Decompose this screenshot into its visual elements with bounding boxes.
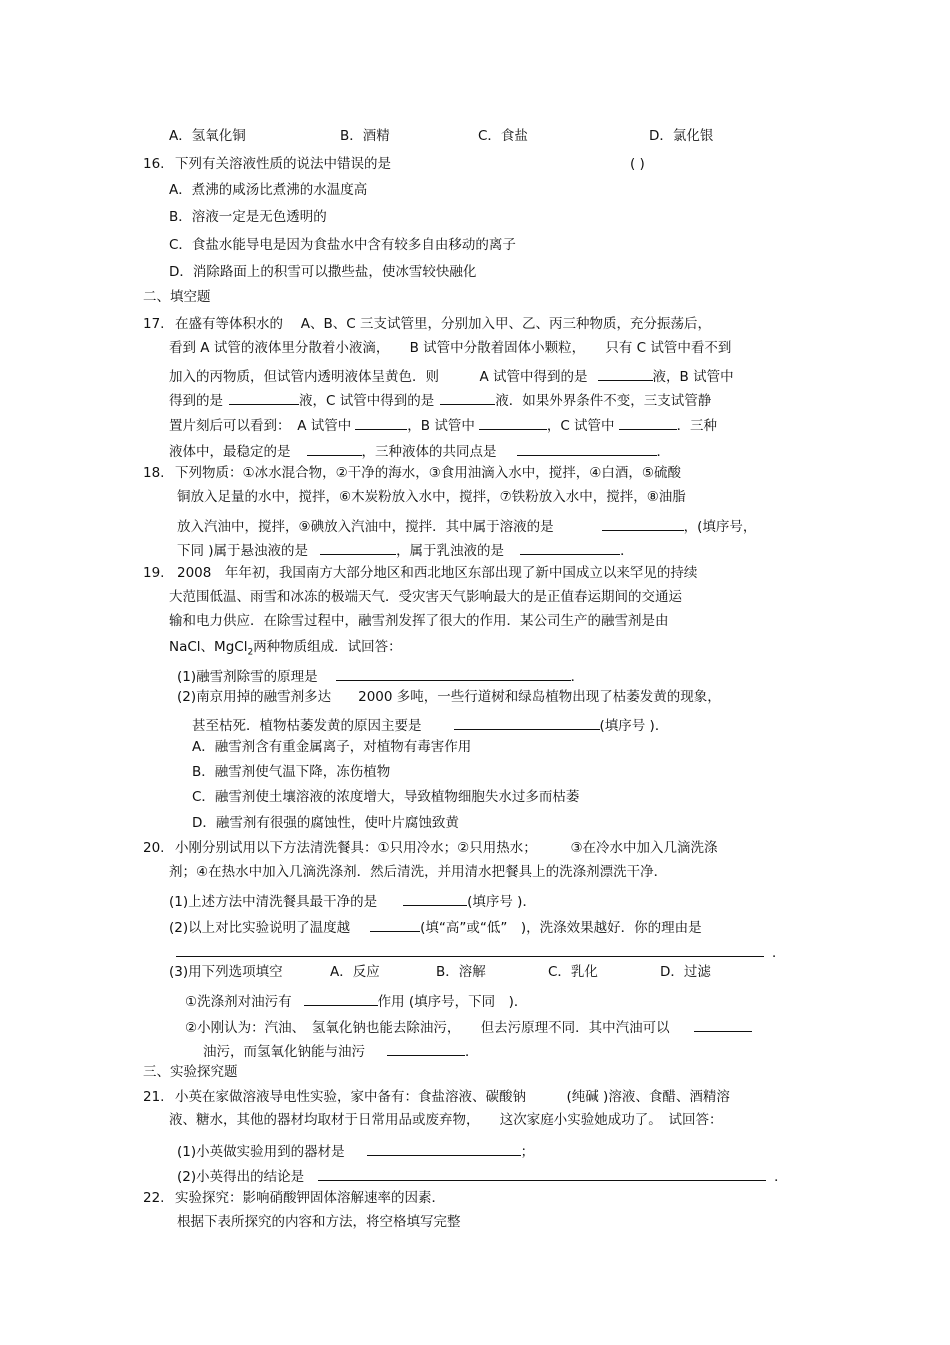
q21-line-2: 液、糖水，其他的器材均取材于日常用品或废弃物， 这次家庭小实验她成功了。 试回答： [169,1112,723,1128]
q19-blank-principle[interactable] [336,666,571,681]
q20-line-2: 剂；④在热水中加入几滴洗涤剂．然后清洗，并用清水把餐具上的洗涤剂漂洗干净． [169,864,668,880]
q19-option-a: A．融雪剂含有重金属离子，对植物有毒害作用 [192,739,472,755]
q19-option-c: C．融雪剂使土壤溶液的浓度增大，导致植物细胞失水过多而枯萎 [192,789,580,805]
q19-option-b: B．融雪剂使气温下降，冻伤植物 [192,764,391,780]
q20-part-3-option-a: A．反应 [330,964,380,980]
q21-number: 21. [143,1089,165,1105]
q19-line-1: 2008 年年初，我国南方大部分地区和西北地区东部出现了新中国成立以来罕见的持续 [177,565,698,581]
q22-line-2: 根据下表所探究的内容和方法，将空格填写完整 [177,1214,461,1230]
q15-option-a: A．氢氧化铜 [169,128,246,144]
q19-number: 19. [143,565,165,581]
q18-line-3: 放入汽油中，搅拌，⑨碘放入汽油中，搅拌．其中属于溶液的是 ，(填序号， [177,516,756,535]
q20-part-3: (3)用下列选项填空 [169,964,283,980]
q18-line-2: 铜放入足量的水中，搅拌，⑥木炭粉放入水中，搅拌，⑦铁粉放入水中，搅拌，⑧油脂 [177,489,686,505]
q20-blank-gasoline[interactable] [694,1017,752,1032]
q20-part-3-option-c: C．乳化 [548,964,598,980]
q20-sub-2-cont: 油污，而氢氧化钠能与油污 ． [203,1041,479,1060]
q19-part-2: (2)南京用掉的融雪剂多达 2000 多吨，一些行道树和绿岛植物出现了枯萎发黄的现象， [177,689,721,705]
q16-answer-paren: ( ) [630,156,645,172]
q20-number: 20. [143,840,165,856]
q15-option-c: C．食盐 [478,128,528,144]
q17-blank-b-tube[interactable] [229,390,299,405]
q21-blank-equipment[interactable] [367,1141,521,1156]
q17-line-3: 加入的丙物质，但试管内透明液体呈黄色．则 A 试管中得到的是 液，B 试管中 [169,366,734,385]
section-fill-in-title: 二、填空题 [143,289,211,305]
q18-blank-emulsions[interactable] [520,540,620,555]
q18-blank-solutions[interactable] [602,516,684,531]
q17-line-6: 液体中，最稳定的是 ，三种液体的共同点是 ． [169,441,670,460]
q16-option-d: D．消除路面上的积雪可以撒些盐，使冰雪较快融化 [169,264,477,280]
q17-blank-a-tube[interactable] [598,366,653,381]
q17-blank-c-tube[interactable] [440,390,495,405]
q20-part-2: (2)以上对比实验说明了温度越 (填“高”或“低” )，洗涤效果越好．你的理由是 [169,917,702,936]
q17-line-1: 在盛有等体积水的 A、B、C 三支试管里，分别加入甲、乙、丙三种物质，充分振荡后， [175,316,712,332]
q20-part-2-reason-line: ． [176,942,786,961]
q18-line-4: 下同 )属于悬浊液的是 ，属于乳浊液的是 ． [177,540,634,559]
q20-part-1: (1)上述方法中清洗餐具最干净的是 (填序号 )． [169,891,536,910]
q16-stem: 下列有关溶液性质的说法中错误的是 [175,156,391,172]
q16-option-a: A．煮沸的咸汤比煮沸的水温度高 [169,182,368,198]
section-experiment-title: 三、实验探究题 [143,1064,238,1080]
q20-blank-temperature[interactable] [370,917,420,932]
q15-option-d: D．氯化银 [649,128,714,144]
q22-number: 22. [143,1190,165,1206]
q20-part-3-option-b: B．溶解 [436,964,486,980]
q17-line-5: 置片刻后可以看到： A 试管中 ，B 试管中 ，C 试管中 ．三种 [169,415,717,434]
q17-line-4: 得到的是 液，C 试管中得到的是 液．如果外界条件不变，三支试管静 [169,390,711,409]
q20-sub-1: ①洗涤剂对油污有 作用 (填序号，下同 )． [185,991,527,1010]
q21-blank-conclusion[interactable] [318,1166,766,1181]
q20-part-3-option-d: D．过滤 [660,964,711,980]
q17-blank-a-after[interactable] [355,415,407,430]
q17-blank-common-point[interactable] [517,441,657,456]
q22-line-1: 实验探究：影响硝酸钾固体溶解速率的因素． [175,1190,445,1206]
q21-line-1: 小英在家做溶液导电性实验，家中备有：食盐溶液、碳酸钠 (纯碱 )溶液、食醋、酒精溶 [175,1089,730,1105]
q20-line-1: 小刚分别试用以下方法清洗餐具：①只用冷水；②只用热水； ③在冷水中加入几滴洗涤 [175,840,718,856]
q17-blank-most-stable[interactable] [307,441,362,456]
q18-line-1: 下列物质：①冰水混合物，②干净的海水，③食用油滴入水中，搅拌，④白酒，⑤硫酸 [175,465,682,481]
q18-blank-suspensions[interactable] [320,540,396,555]
q20-blank-reason[interactable] [176,942,764,957]
q19-option-d: D．融雪剂有很强的腐蚀性，使叶片腐蚀致黄 [192,815,459,831]
q20-sub-2: ②小刚认为：汽油、 氢氧化钠也能去除油污， 但去污原理不同．其中汽油可以 [185,1017,752,1036]
q19-line-4: NaCl、MgCl$_2$两种物质组成．试回答： [169,639,402,658]
q21-part-2: (2)小英得出的结论是 ． [177,1166,788,1185]
q19-line-2: 大范围低温、雨雪和冰冻的极端天气．受灾害天气影响最大的是正值春运期间的交通运 [169,589,682,605]
q20-blank-naoh[interactable] [387,1041,465,1056]
q20-blank-detergent-effect[interactable] [304,991,378,1006]
q16-number: 16. [143,156,165,172]
q19-blank-reason[interactable] [454,715,600,730]
q19-line-3: 输和电力供应．在除雪过程中，融雪剂发挥了很大的作用．某公司生产的融雪剂是由 [169,613,669,629]
q15-option-b: B．酒精 [340,128,390,144]
q20-blank-cleanest[interactable] [403,891,467,906]
q17-line-2: 看到 A 试管的液体里分散着小液滴， B 试管中分散着固体小颗粒， 只有 C 试管中看不到 [169,340,732,356]
q17-blank-c-after[interactable] [619,415,677,430]
q19-part-1: (1)融雪剂除雪的原理是 ． [177,666,584,685]
q21-part-1: (1)小英做实验用到的器材是 ； [177,1141,534,1160]
q17-blank-b-after[interactable] [479,415,547,430]
q18-number: 18. [143,465,165,481]
q19-part-2-cont: 甚至枯死．植物枯萎发黄的原因主要是 (填序号 )． [192,715,668,734]
q16-option-b: B．溶液一定是无色透明的 [169,209,327,225]
q16-option-c: C．食盐水能导电是因为食盐水中含有较多自由移动的离子 [169,237,516,253]
q17-number: 17. [143,316,165,332]
